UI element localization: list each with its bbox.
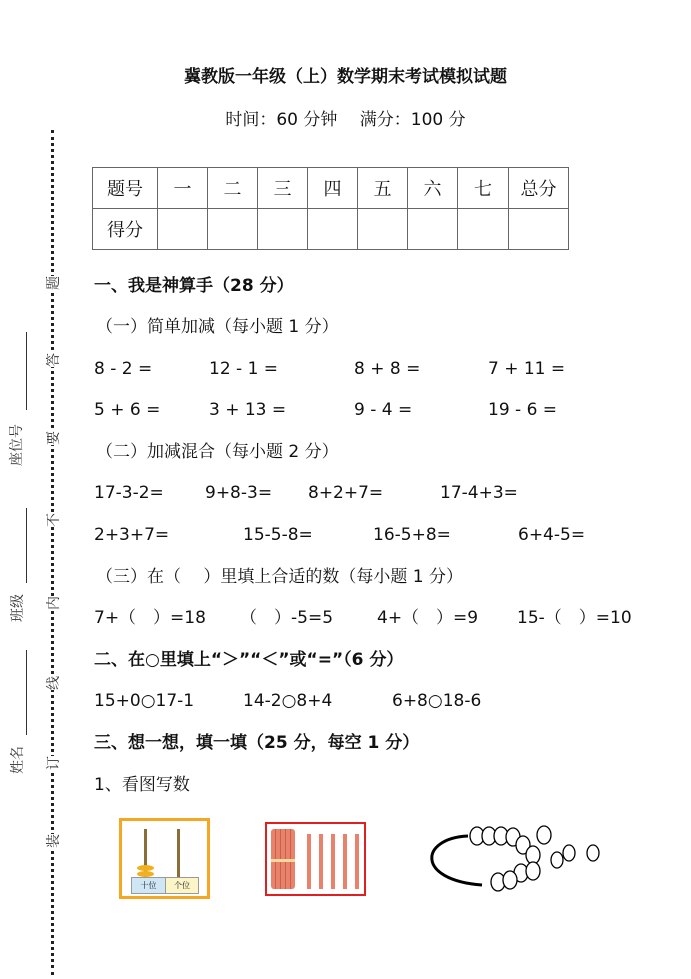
score-cell[interactable] [458,209,509,250]
score-cell[interactable] [408,209,458,250]
problem: 2+3+7= [94,525,170,545]
problem: 9+8-3= [205,483,273,503]
part-1-title: （一）简单加减（每小题 1 分） [96,317,339,337]
seal-char: 题 [46,276,62,290]
score-cell[interactable] [358,209,408,250]
counting-sticks-image [265,822,366,896]
seal-char: 要 [46,431,62,445]
problem: 16-5+8= [373,525,451,545]
question-1: 1、看图写数 [94,775,190,795]
seat-blank [26,332,27,410]
header-cell: 总分 [509,168,569,209]
tens-label: 十位 [131,877,166,894]
problem: 8 - 2 = [94,359,153,379]
problem: 7+（ ）=18 [94,608,206,628]
problem: 8+2+7= [308,483,384,503]
problem: 9 - 4 = [354,400,413,420]
class-blank [26,508,27,583]
seal-char: 订 [46,756,62,770]
problem: 6+4-5= [518,525,586,545]
problem: 6+8○18-6 [392,691,482,711]
header-cell: 四 [308,168,358,209]
score-table [92,167,569,250]
part-3-title: （三）在（ ）里填上合适的数（每小题 1 分） [96,567,464,587]
problem: 4+（ ）=9 [377,608,479,628]
binding-line [51,130,54,975]
section-1-title: 一、我是神算手（28 分） [94,276,294,296]
class-label: 班级 [10,594,26,622]
score-cell[interactable] [509,209,569,250]
score-cell[interactable] [208,209,258,250]
seal-char: 装 [46,834,62,848]
problem: 14-2○8+4 [243,691,333,711]
seal-char: 内 [46,596,62,610]
seal-char: 不 [46,513,62,527]
part-2-title: （二）加减混合（每小题 2 分） [96,442,339,462]
problem: 8 + 8 = [354,359,421,379]
problem: 17-3-2= [94,483,164,503]
header-cell: 题号 [93,168,158,209]
score-cell[interactable] [308,209,358,250]
problem: 7 + 11 = [488,359,566,379]
seat-label: 座位号 [9,424,25,466]
name-blank [26,650,27,735]
problem: 15+0○17-1 [94,691,195,711]
name-label: 姓名 [10,746,26,774]
problem: 12 - 1 = [209,359,279,379]
header-cell: 五 [358,168,408,209]
bead-string-image [420,820,610,895]
exam-info: 时间：60 分钟 满分：100 分 [225,110,466,130]
abacus-image [119,818,210,899]
row-label: 得分 [93,209,158,250]
ones-label: 个位 [165,877,199,894]
problem: 19 - 6 = [488,400,558,420]
problem: 5 + 6 = [94,400,161,420]
problem: 3 + 13 = [209,400,287,420]
header-cell: 二 [208,168,258,209]
problem: 15-（ ）=10 [517,608,632,628]
seal-char: 答 [46,353,62,367]
section-2-title: 二、在○里填上“＞”“＜”或“=”（6 分） [94,650,404,670]
page-title: 冀教版一年级（上）数学期末考试模拟试题 [184,67,507,87]
section-3-title: 三、想一想，填一填（25 分，每空 1 分） [94,733,420,753]
header-cell: 三 [258,168,308,209]
score-cell[interactable] [158,209,208,250]
problem: 15-5-8= [243,525,313,545]
header-cell: 七 [458,168,509,209]
header-cell: 一 [158,168,208,209]
header-cell: 六 [408,168,458,209]
problem: （ ）-5=5 [240,608,334,628]
score-cell[interactable] [258,209,308,250]
problem: 17-4+3= [440,483,518,503]
seal-char: 线 [46,676,62,690]
